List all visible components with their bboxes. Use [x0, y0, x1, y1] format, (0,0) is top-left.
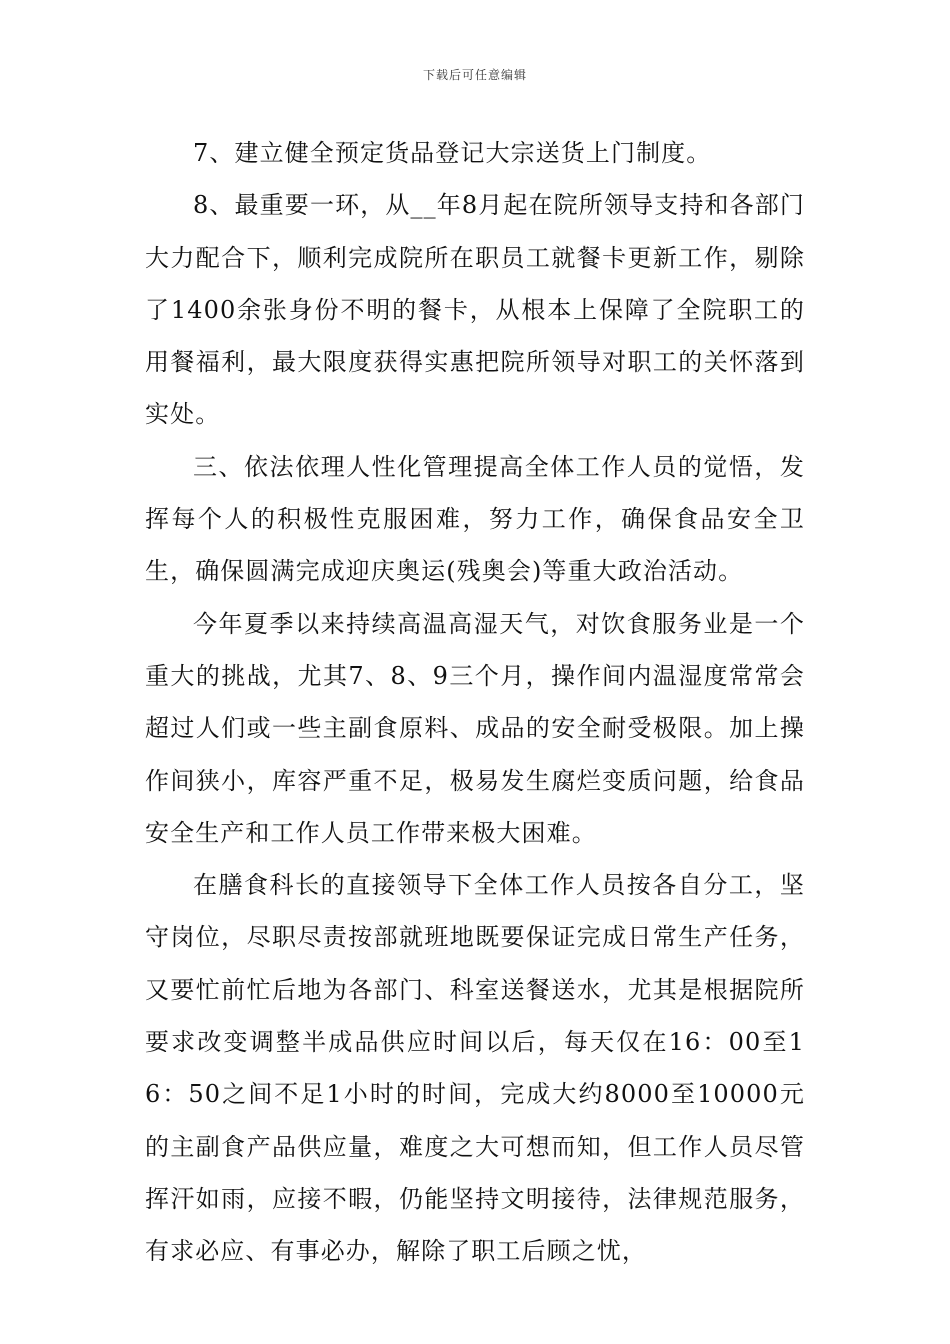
document-body — [145, 127, 805, 1278]
paragraph-staff-work: 在膳食科长的直接领导下全体工作人员按各自分工，坚守岗位，尽职尽责按部就班地既要保证完成日常生产任务，又要忙前忙后地为各部门、科室送餐送水，尤其是根据院所要求改变调整半成品供应时间以后，每天仅在16：00至16：50之间不足1小时的时间，完成大约8000至10000元的主副食产品供应量，难度之大可想而知，但工作人员尽管挥汗如雨，应接不暇，仍能坚持文明接待，法律规范服务，有求必应、有事必办，解除了职工后顾之忧， — [145, 871, 805, 1266]
paragraph-item-7: 7、建立健全预定货品登记大宗送货上门制度。 — [193, 139, 712, 167]
page-header-note: 下载后可任意编辑 — [422, 68, 527, 82]
paragraph-item-8: 8、最重要一环，从__年8月起在院所领导支持和各部门大力配合下，顺利完成院所在职员工就餐卡更新工作，剔除了1400余张身份不明的餐卡，从根本上保障了全院职工的用餐福利，最大限度获得实惠把院所领导对职工的关怀落到实处。 — [145, 191, 805, 429]
paragraph-section-three: 三、依法依理人性化管理提高全体工作人员的觉悟，发挥每个人的积极性克服困难，努力工作，确保食品安全卫生，确保圆满完成迎庆奥运(残奥会)等重大政治活动。 — [145, 452, 805, 586]
paragraph-summer-weather: 今年夏季以来持续高温高湿天气，对饮食服务业是一个重大的挑战，尤其7、8、9三个月，操作间内温湿度常常会超过人们或一些主副食原料、成品的安全耐受极限。加上操作间狭小，库容严重不足，极易发生腐烂变质问题，给食品安全生产和工作人员工作带来极大困难。 — [145, 609, 805, 847]
